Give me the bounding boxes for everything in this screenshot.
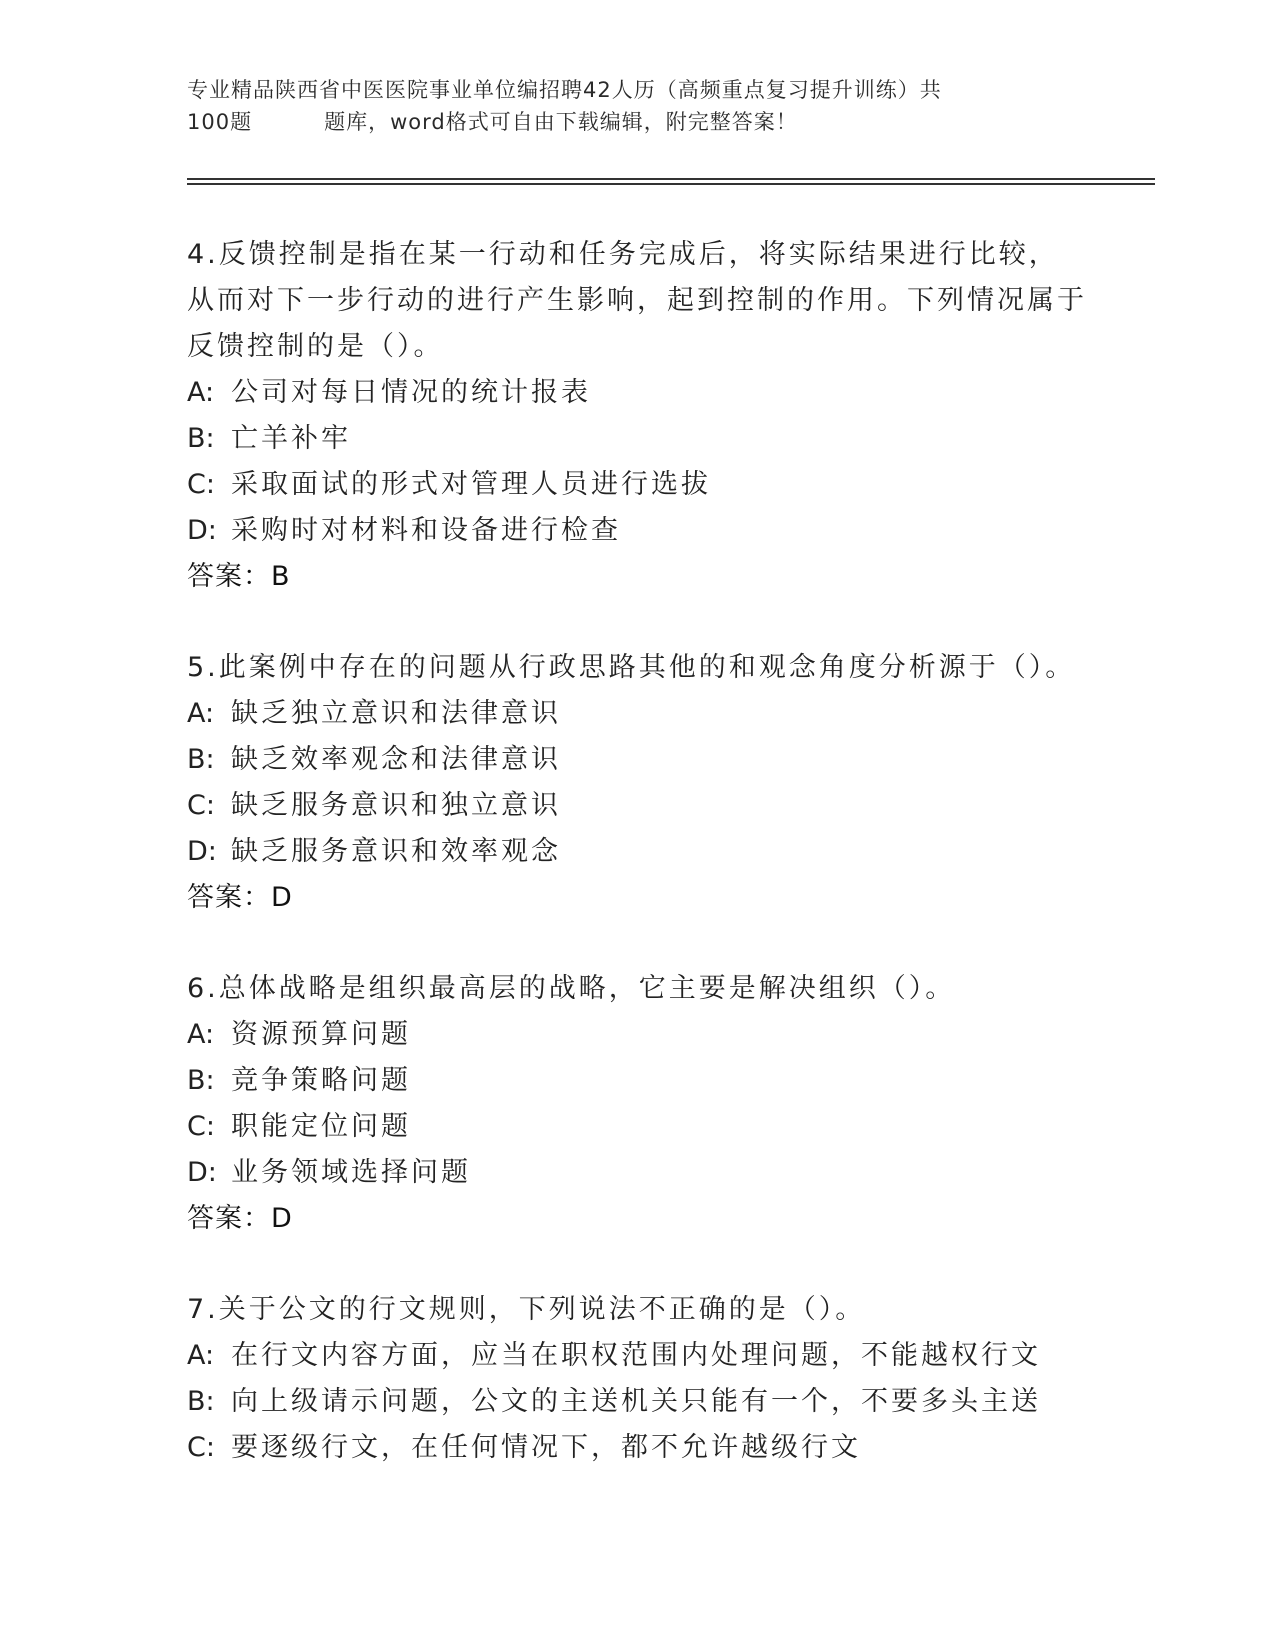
option-text: 亡羊补牢: [231, 423, 351, 454]
option-key: B:: [187, 1386, 215, 1417]
option-text: 向上级请示问题，公文的主送机关只能有一个，不要多头主送: [231, 1386, 1041, 1417]
option-text: 要逐级行文，在任何情况下，都不允许越级行文: [231, 1432, 861, 1463]
header-line-1: 专业精品陕西省中医医院事业单位编招聘42人历（高频重点复习提升训练）共: [187, 78, 942, 102]
question-7: [187, 1287, 1087, 1471]
question-6: [187, 966, 1087, 1242]
option-key: A:: [187, 1340, 215, 1371]
option-key: C:: [187, 790, 215, 821]
document-header: [187, 74, 1067, 138]
option-text: 采购时对材料和设备进行检查: [231, 515, 621, 546]
option-c: [187, 1425, 1087, 1471]
option-d: [187, 829, 1087, 875]
option-a: [187, 691, 1087, 737]
question-5: [187, 645, 1087, 921]
question-stem: 7.关于公文的行文规则，下列说法不正确的是（）。: [187, 1294, 866, 1325]
option-text: 业务领域选择问题: [231, 1157, 471, 1188]
header-line-2: [187, 106, 1067, 138]
question-stem: 6.总体战略是组织最高层的战略，它主要是解决组织（）。: [187, 973, 956, 1004]
option-key: B:: [187, 744, 215, 775]
option-b: [187, 737, 1087, 783]
option-key: D:: [187, 1157, 217, 1188]
option-text: 采取面试的形式对管理人员进行选拔: [231, 469, 711, 500]
option-b: [187, 416, 1087, 462]
option-a: [187, 370, 1087, 416]
option-key: A:: [187, 1019, 215, 1050]
question-4: [187, 232, 1087, 600]
option-key: B:: [187, 1065, 215, 1096]
header-rule-top: [187, 178, 1155, 180]
option-key: C:: [187, 1111, 215, 1142]
option-key: A:: [187, 377, 215, 408]
option-key: C:: [187, 1432, 215, 1463]
option-c: [187, 462, 1087, 508]
option-text: 缺乏服务意识和独立意识: [231, 790, 561, 821]
option-key: D:: [187, 515, 217, 546]
option-key: D:: [187, 836, 217, 867]
answer-line: 答案：B: [187, 561, 291, 592]
option-key: B:: [187, 423, 215, 454]
option-text: 公司对每日情况的统计报表: [231, 377, 591, 408]
question-list: [187, 232, 1087, 1516]
option-text: 资源预算问题: [231, 1019, 411, 1050]
option-d: [187, 508, 1087, 554]
answer-line: 答案：D: [187, 1203, 293, 1234]
option-key: A:: [187, 698, 215, 729]
option-text: 缺乏效率观念和法律意识: [231, 744, 561, 775]
option-text: 缺乏独立意识和法律意识: [231, 698, 561, 729]
header-line-2-part-2: 题库，word格式可自由下载编辑，附完整答案！: [324, 110, 798, 134]
header-rule-bottom: [187, 183, 1155, 185]
option-b: [187, 1058, 1087, 1104]
option-key: C:: [187, 469, 215, 500]
option-b: [187, 1379, 1087, 1425]
header-line-2-part-1: 100题: [187, 110, 253, 134]
option-text: 在行文内容方面，应当在职权范围内处理问题，不能越权行文: [231, 1340, 1041, 1371]
option-text: 竞争策略问题: [231, 1065, 411, 1096]
question-stem: 4.反馈控制是指在某一行动和任务完成后，将实际结果进行比较，从而对下一步行动的进行产生影响，起到控制的作用。下列情况属于反馈控制的是（）。: [187, 239, 1087, 362]
option-d: [187, 1150, 1087, 1196]
option-a: [187, 1012, 1087, 1058]
answer-line: 答案：D: [187, 882, 293, 913]
question-stem: 5.此案例中存在的问题从行政思路其他的和观念角度分析源于（）。: [187, 652, 1076, 683]
option-text: 职能定位问题: [231, 1111, 411, 1142]
option-a: [187, 1333, 1087, 1379]
option-text: 缺乏服务意识和效率观念: [231, 836, 561, 867]
option-c: [187, 783, 1087, 829]
option-c: [187, 1104, 1087, 1150]
